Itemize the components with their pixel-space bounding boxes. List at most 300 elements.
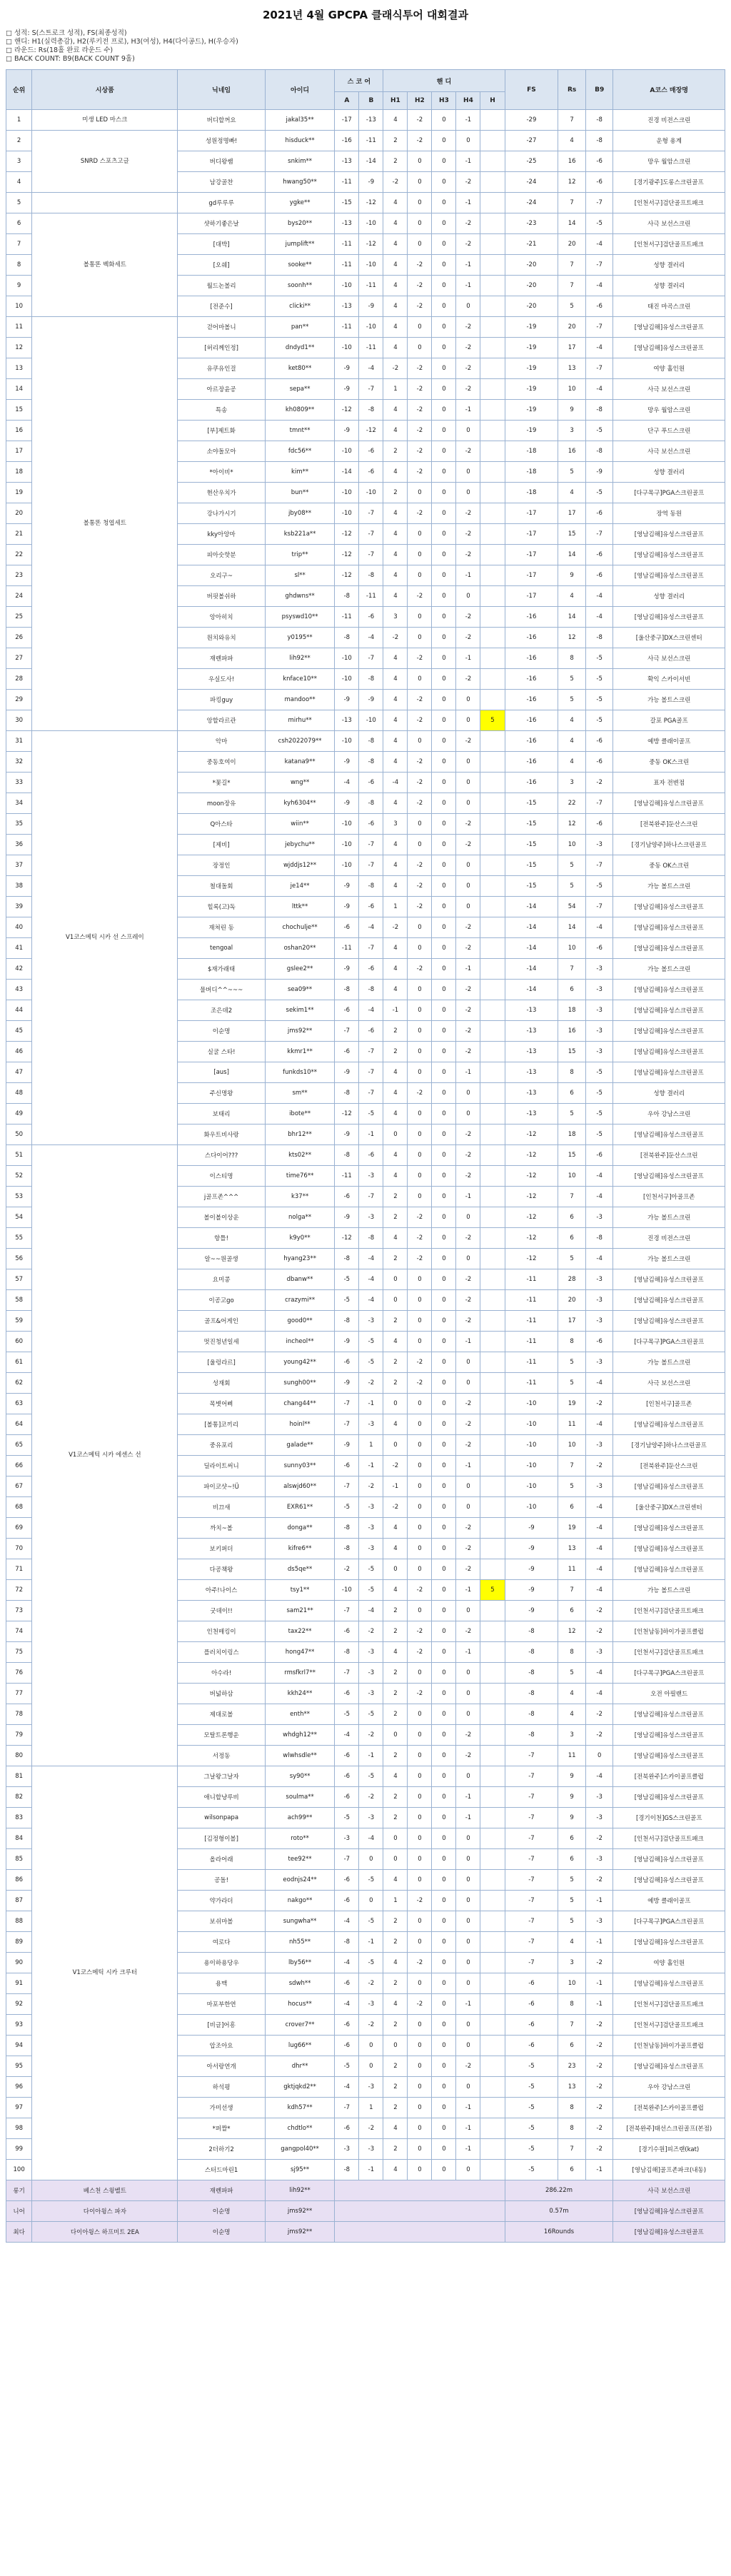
- handi-h4-cell: 0: [456, 752, 480, 773]
- final-score-cell: -17: [505, 524, 558, 545]
- rounds-cell: 4: [558, 586, 586, 607]
- backcount-cell: -3: [585, 1000, 613, 1021]
- rank-cell: 7: [6, 234, 32, 255]
- rank-cell: 68: [6, 1497, 32, 1518]
- final-score-cell: -11: [505, 1373, 558, 1394]
- rank-cell: 74: [6, 1621, 32, 1642]
- backcount-cell: -3: [585, 1021, 613, 1042]
- nickname-cell: 압조아요: [178, 2036, 265, 2056]
- handi-h4-cell: 0: [456, 2015, 480, 2036]
- course-cell: [영남김해]유성스크린골프: [613, 938, 725, 959]
- final-score-cell: -17: [505, 586, 558, 607]
- course-cell: [다구목구]PGA스크린골프: [613, 1911, 725, 1932]
- handi-h1-cell: 0: [383, 1849, 408, 1870]
- rank-cell: 71: [6, 1559, 32, 1580]
- handi-h2-cell: -2: [408, 1249, 432, 1269]
- score-b-cell: -5: [359, 1104, 383, 1125]
- backcount-cell: -8: [585, 131, 613, 151]
- user-id-cell: kdh57**: [265, 2098, 335, 2118]
- handi-h3-cell: 0: [432, 814, 456, 835]
- rounds-cell: 4: [558, 710, 586, 731]
- rounds-cell: 5: [558, 1373, 586, 1394]
- rank-cell: 4: [6, 172, 32, 193]
- backcount-cell: -2: [585, 1870, 613, 1891]
- score-b-cell: 0: [359, 1891, 383, 1911]
- handi-h-cell: [480, 234, 505, 255]
- course-cell: 장역 동원: [613, 503, 725, 524]
- rank-cell: 92: [6, 1994, 32, 2015]
- score-b-cell: -11: [359, 338, 383, 358]
- score-a-cell: -11: [335, 172, 359, 193]
- award-label-cell: 니어: [6, 2201, 32, 2222]
- score-a-cell: -5: [335, 1704, 359, 1725]
- backcount-cell: -3: [585, 1352, 613, 1373]
- handi-h-cell: [480, 1021, 505, 1042]
- score-b-cell: -5: [359, 1953, 383, 1973]
- handi-h2-cell: -2: [408, 255, 432, 276]
- handi-h2-cell: -2: [408, 959, 432, 980]
- score-b-cell: -5: [359, 1704, 383, 1725]
- handi-h1-cell: 4: [383, 1642, 408, 1663]
- nickname-cell: 플러치이링스: [178, 1642, 265, 1663]
- user-id-cell: ket80**: [265, 358, 335, 379]
- handi-h-cell: [480, 2077, 505, 2098]
- course-cell: [영남김해]유성스크린골프: [613, 1746, 725, 1766]
- rounds-cell: 12: [558, 172, 586, 193]
- handi-h2-cell: 0: [408, 193, 432, 213]
- score-a-cell: -4: [335, 773, 359, 793]
- score-a-cell: -3: [335, 1828, 359, 1849]
- course-cell: [영남김해]유성스크린골프: [613, 607, 725, 628]
- course-cell: 태진 마곡스크린: [613, 296, 725, 317]
- rounds-cell: 3: [558, 1725, 586, 1746]
- final-score-cell: -12: [505, 1207, 558, 1228]
- score-b-cell: -10: [359, 710, 383, 731]
- handi-h1-cell: 4: [383, 793, 408, 814]
- final-score-cell: -14: [505, 959, 558, 980]
- rank-cell: 9: [6, 276, 32, 296]
- handi-h4-cell: -2: [456, 1414, 480, 1435]
- final-score-cell: -11: [505, 1290, 558, 1311]
- nickname-cell: 하석평: [178, 2077, 265, 2098]
- handi-h4-cell: 0: [456, 296, 480, 317]
- rounds-cell: 17: [558, 503, 586, 524]
- award-label-cell: 최다: [6, 2222, 32, 2243]
- rank-cell: 81: [6, 1766, 32, 1787]
- score-b-cell: -7: [359, 545, 383, 565]
- rounds-cell: 20: [558, 1290, 586, 1311]
- backcount-cell: -3: [585, 959, 613, 980]
- backcount-cell: -7: [585, 317, 613, 338]
- handi-h3-cell: 0: [432, 1249, 456, 1269]
- user-id-cell: chochulje**: [265, 917, 335, 938]
- score-b-cell: -3: [359, 1497, 383, 1518]
- nickname-cell: 2더하기2: [178, 2139, 265, 2160]
- score-b-cell: -1: [359, 1125, 383, 1145]
- user-id-cell: lug66**: [265, 2036, 335, 2056]
- handi-h2-cell: 0: [408, 917, 432, 938]
- prize-group-cell: [32, 193, 178, 213]
- handi-h4-cell: -2: [456, 379, 480, 400]
- handi-h3-cell: 0: [432, 193, 456, 213]
- user-id-cell: wiin**: [265, 814, 335, 835]
- user-id-cell: snkim**: [265, 151, 335, 172]
- handi-h4-cell: -2: [456, 2056, 480, 2077]
- handi-h-cell: [480, 752, 505, 773]
- score-b-cell: -7: [359, 1187, 383, 1207]
- final-score-cell: -16: [505, 607, 558, 628]
- handi-h1-cell: 4: [383, 586, 408, 607]
- user-id-cell: tax22**: [265, 1621, 335, 1642]
- final-score-cell: -8: [505, 1725, 558, 1746]
- nickname-cell: 주신명왕: [178, 1083, 265, 1104]
- nickname-cell: kky아앙마: [178, 524, 265, 545]
- user-id-cell: young42**: [265, 1352, 335, 1373]
- handi-h2-cell: 0: [408, 1104, 432, 1125]
- rounds-cell: 19: [558, 1518, 586, 1539]
- user-id-cell: hong47**: [265, 1642, 335, 1663]
- handi-h4-cell: 0: [456, 876, 480, 897]
- award-nickname-cell: 이순명: [178, 2222, 265, 2243]
- score-a-cell: -10: [335, 483, 359, 503]
- handi-h-cell: [480, 586, 505, 607]
- handi-h4-cell: 0: [456, 1828, 480, 1849]
- user-id-cell: tsy1**: [265, 1580, 335, 1601]
- handi-h3-cell: 0: [432, 752, 456, 773]
- score-b-cell: -1: [359, 1456, 383, 1476]
- course-cell: 여양 홀인원: [613, 1953, 725, 1973]
- handi-h2-cell: 0: [408, 2056, 432, 2077]
- backcount-cell: -9: [585, 462, 613, 483]
- user-id-cell: sungh00**: [265, 1373, 335, 1394]
- rank-cell: 19: [6, 483, 32, 503]
- handi-h-cell: [480, 2098, 505, 2118]
- award-nickname-cell: 이순명: [178, 2201, 265, 2222]
- rank-cell: 59: [6, 1311, 32, 1332]
- final-score-cell: -29: [505, 110, 558, 131]
- rank-cell: 47: [6, 1062, 32, 1083]
- handi-h1-cell: 4: [383, 296, 408, 317]
- handi-h3-cell: 0: [432, 1849, 456, 1870]
- course-cell: [영남김해]유성스크린골프: [613, 897, 725, 917]
- user-id-cell: wjddjs12**: [265, 855, 335, 876]
- backcount-cell: -5: [585, 421, 613, 441]
- rank-cell: 3: [6, 151, 32, 172]
- course-cell: 갈포 PGA골프: [613, 710, 725, 731]
- handi-h3-cell: 0: [432, 213, 456, 234]
- handi-h2-cell: -2: [408, 793, 432, 814]
- score-a-cell: -4: [335, 1994, 359, 2015]
- final-score-cell: -14: [505, 917, 558, 938]
- score-a-cell: -10: [335, 276, 359, 296]
- score-b-cell: -8: [359, 793, 383, 814]
- final-score-cell: -10: [505, 1394, 558, 1414]
- score-a-cell: -12: [335, 1228, 359, 1249]
- rounds-cell: 7: [558, 2015, 586, 2036]
- handi-h3-cell: 0: [432, 441, 456, 462]
- score-b-cell: -6: [359, 1021, 383, 1042]
- score-b-cell: -3: [359, 1414, 383, 1435]
- nickname-cell: 까치~볼: [178, 1518, 265, 1539]
- table-row: [6, 1766, 725, 1787]
- rounds-cell: 12: [558, 628, 586, 648]
- handi-h3-cell: 0: [432, 462, 456, 483]
- handi-h4-cell: 0: [456, 1207, 480, 1228]
- handi-h3-cell: 0: [432, 1476, 456, 1497]
- handi-h-cell: [480, 193, 505, 213]
- final-score-cell: -7: [505, 1787, 558, 1808]
- header-b: B: [359, 92, 383, 110]
- course-cell: [인천서구]검단골프트패크: [613, 1601, 725, 1621]
- rank-cell: 48: [6, 1083, 32, 1104]
- rounds-cell: 9: [558, 1766, 586, 1787]
- score-b-cell: -3: [359, 1684, 383, 1704]
- handi-h1-cell: 4: [383, 2118, 408, 2139]
- handi-h4-cell: -2: [456, 1746, 480, 1766]
- course-cell: [영남김해]유성스크린골프: [613, 1787, 725, 1808]
- handi-h1-cell: 4: [383, 1062, 408, 1083]
- handi-h1-cell: 0: [383, 1269, 408, 1290]
- nickname-cell: [김정형이볼]: [178, 1828, 265, 1849]
- award-spacer-cell: [335, 2222, 505, 2243]
- final-score-cell: -14: [505, 980, 558, 1000]
- backcount-cell: -2: [585, 2036, 613, 2056]
- handi-h-cell: [480, 1663, 505, 1684]
- user-id-cell: gangpol40**: [265, 2139, 335, 2160]
- handi-h4-cell: -1: [456, 1332, 480, 1352]
- handi-h4-cell: -2: [456, 1269, 480, 1290]
- course-cell: [영남김해]유성스크린골프: [613, 1704, 725, 1725]
- handi-h-cell: [480, 1476, 505, 1497]
- handi-h1-cell: 4: [383, 1414, 408, 1435]
- handi-h4-cell: -2: [456, 1042, 480, 1062]
- user-id-cell: sepa**: [265, 379, 335, 400]
- handi-h2-cell: 0: [408, 814, 432, 835]
- handi-h3-cell: 0: [432, 835, 456, 855]
- handi-h3-cell: 0: [432, 255, 456, 276]
- handi-h2-cell: 0: [408, 1849, 432, 1870]
- handi-h-cell: 5: [480, 710, 505, 731]
- score-b-cell: -3: [359, 1166, 383, 1187]
- score-a-cell: -8: [335, 628, 359, 648]
- handi-h1-cell: 2: [383, 1311, 408, 1332]
- backcount-cell: -3: [585, 980, 613, 1000]
- handi-h1-cell: 2: [383, 1042, 408, 1062]
- handi-h4-cell: -2: [456, 358, 480, 379]
- handi-h3-cell: 0: [432, 648, 456, 669]
- rank-cell: 39: [6, 897, 32, 917]
- handi-h4-cell: -2: [456, 317, 480, 338]
- handi-h4-cell: -2: [456, 1559, 480, 1580]
- rounds-cell: 11: [558, 1559, 586, 1580]
- nickname-cell: tengoal: [178, 938, 265, 959]
- rounds-cell: 5: [558, 876, 586, 897]
- handi-h4-cell: -1: [456, 2118, 480, 2139]
- score-b-cell: -5: [359, 1580, 383, 1601]
- handi-h-cell: [480, 1290, 505, 1311]
- score-a-cell: -5: [335, 1808, 359, 1828]
- score-a-cell: -11: [335, 1166, 359, 1187]
- header-h1: H1: [383, 92, 408, 110]
- handi-h3-cell: 0: [432, 1539, 456, 1559]
- handi-h2-cell: 0: [408, 731, 432, 752]
- rank-cell: 55: [6, 1228, 32, 1249]
- backcount-cell: -7: [585, 793, 613, 814]
- handi-h-cell: [480, 628, 505, 648]
- handi-h3-cell: 0: [432, 1766, 456, 1787]
- score-a-cell: -6: [335, 1787, 359, 1808]
- final-score-cell: -8: [505, 1684, 558, 1704]
- handi-h4-cell: -2: [456, 441, 480, 462]
- rounds-cell: 16: [558, 1021, 586, 1042]
- backcount-cell: -3: [585, 1207, 613, 1228]
- rounds-cell: 14: [558, 545, 586, 565]
- handi-h3-cell: 0: [432, 400, 456, 421]
- score-a-cell: -8: [335, 1642, 359, 1663]
- handi-h4-cell: -2: [456, 213, 480, 234]
- course-cell: 우아 강남스크린: [613, 2077, 725, 2098]
- handi-h4-cell: 0: [456, 690, 480, 710]
- backcount-cell: -4: [585, 1249, 613, 1269]
- nickname-cell: 다공책왕: [178, 1559, 265, 1580]
- handi-h4-cell: -2: [456, 1000, 480, 1021]
- final-score-cell: -7: [505, 1891, 558, 1911]
- score-b-cell: -2: [359, 1787, 383, 1808]
- rank-cell: 78: [6, 1704, 32, 1725]
- score-b-cell: -7: [359, 855, 383, 876]
- handi-h4-cell: 0: [456, 2077, 480, 2098]
- handi-h3-cell: 0: [432, 1932, 456, 1953]
- rounds-cell: 7: [558, 193, 586, 213]
- user-id-cell: psyswd10**: [265, 607, 335, 628]
- handi-h3-cell: 0: [432, 917, 456, 938]
- user-id-cell: ghdwns**: [265, 586, 335, 607]
- course-cell: [인천서구]검단골프트패크: [613, 1642, 725, 1663]
- score-b-cell: -14: [359, 151, 383, 172]
- handi-h2-cell: 0: [408, 1166, 432, 1187]
- nickname-cell: 보키퍼더: [178, 1539, 265, 1559]
- rank-cell: 17: [6, 441, 32, 462]
- score-a-cell: -9: [335, 690, 359, 710]
- handi-h2-cell: -2: [408, 897, 432, 917]
- final-score-cell: -19: [505, 421, 558, 441]
- handi-h1-cell: 4: [383, 980, 408, 1000]
- nickname-cell: 앙할라르관: [178, 710, 265, 731]
- score-b-cell: -2: [359, 2015, 383, 2036]
- nickname-cell: [aus]: [178, 1062, 265, 1083]
- handi-h3-cell: 0: [432, 1373, 456, 1394]
- course-cell: 망우 월암스크린: [613, 151, 725, 172]
- score-a-cell: -7: [335, 1849, 359, 1870]
- header-id: 아이디: [265, 70, 335, 110]
- handi-h1-cell: 4: [383, 1994, 408, 2015]
- user-id-cell: crazymi**: [265, 1290, 335, 1311]
- final-score-cell: -19: [505, 338, 558, 358]
- handi-h3-cell: 0: [432, 234, 456, 255]
- handi-h3-cell: 0: [432, 1207, 456, 1228]
- backcount-cell: -7: [585, 897, 613, 917]
- score-a-cell: -6: [335, 1891, 359, 1911]
- score-b-cell: -5: [359, 1559, 383, 1580]
- handi-h4-cell: 0: [456, 131, 480, 151]
- handi-h2-cell: 0: [408, 2098, 432, 2118]
- course-cell: 우아 강남스크린: [613, 1104, 725, 1125]
- handi-h1-cell: 2: [383, 1808, 408, 1828]
- rank-cell: 28: [6, 669, 32, 690]
- handi-h3-cell: 0: [432, 1663, 456, 1684]
- nickname-cell: 현산우치가: [178, 483, 265, 503]
- user-id-cell: mirhu**: [265, 710, 335, 731]
- user-id-cell: k37**: [265, 1187, 335, 1207]
- handi-h-cell: [480, 959, 505, 980]
- handi-h-cell: [480, 1042, 505, 1062]
- score-b-cell: -4: [359, 1601, 383, 1621]
- rank-cell: 79: [6, 1725, 32, 1746]
- nickname-cell: 물버디^^~~~: [178, 980, 265, 1000]
- handi-h2-cell: -2: [408, 1642, 432, 1663]
- rounds-cell: 16: [558, 151, 586, 172]
- handi-h-cell: [480, 1994, 505, 2015]
- course-cell: [울산중구]DX스크린센터: [613, 1497, 725, 1518]
- course-cell: 운형 용계: [613, 131, 725, 151]
- backcount-cell: -5: [585, 690, 613, 710]
- handi-h1-cell: -2: [383, 172, 408, 193]
- final-score-cell: -5: [505, 2098, 558, 2118]
- score-a-cell: -13: [335, 151, 359, 172]
- handi-h1-cell: 0: [383, 1559, 408, 1580]
- rank-cell: 56: [6, 1249, 32, 1269]
- rounds-cell: 9: [558, 400, 586, 421]
- score-b-cell: 0: [359, 2036, 383, 2056]
- table-row: [6, 131, 725, 151]
- handi-h-cell: [480, 1062, 505, 1083]
- handi-h-cell: [480, 1539, 505, 1559]
- special-awards: [6, 2180, 725, 2243]
- prize-group-cell: 볼통똔 벡화세트: [32, 213, 178, 317]
- handi-h1-cell: 2: [383, 1663, 408, 1684]
- score-b-cell: -1: [359, 1394, 383, 1414]
- course-cell: 망우 월암스크린: [613, 400, 725, 421]
- nickname-cell: *꽃길*: [178, 773, 265, 793]
- course-cell: [경기남양주]하나스크린골프: [613, 835, 725, 855]
- final-score-cell: -7: [505, 1808, 558, 1828]
- final-score-cell: -5: [505, 2160, 558, 2180]
- backcount-cell: -4: [585, 1373, 613, 1394]
- rounds-cell: 6: [558, 2036, 586, 2056]
- handi-h4-cell: -2: [456, 1166, 480, 1187]
- user-id-cell: ksb221a**: [265, 524, 335, 545]
- handi-h1-cell: 2: [383, 1601, 408, 1621]
- handi-h3-cell: 0: [432, 1104, 456, 1125]
- course-cell: [인천서구]검단골프트패크: [613, 193, 725, 213]
- score-a-cell: -9: [335, 1125, 359, 1145]
- final-score-cell: -7: [505, 1932, 558, 1953]
- handi-h3-cell: 0: [432, 421, 456, 441]
- nickname-cell: [부]제트화: [178, 421, 265, 441]
- handi-h-cell: [480, 1125, 505, 1145]
- rank-cell: 32: [6, 752, 32, 773]
- handi-h-cell: [480, 2036, 505, 2056]
- rounds-cell: 7: [558, 255, 586, 276]
- rank-cell: 85: [6, 1849, 32, 1870]
- course-cell: 중동 OK스크린: [613, 855, 725, 876]
- rounds-cell: 5: [558, 1476, 586, 1497]
- score-b-cell: -4: [359, 1000, 383, 1021]
- handi-h3-cell: 0: [432, 524, 456, 545]
- course-cell: [인천서구]아골프존: [613, 1187, 725, 1207]
- rounds-cell: 5: [558, 1663, 586, 1684]
- handi-h3-cell: 0: [432, 855, 456, 876]
